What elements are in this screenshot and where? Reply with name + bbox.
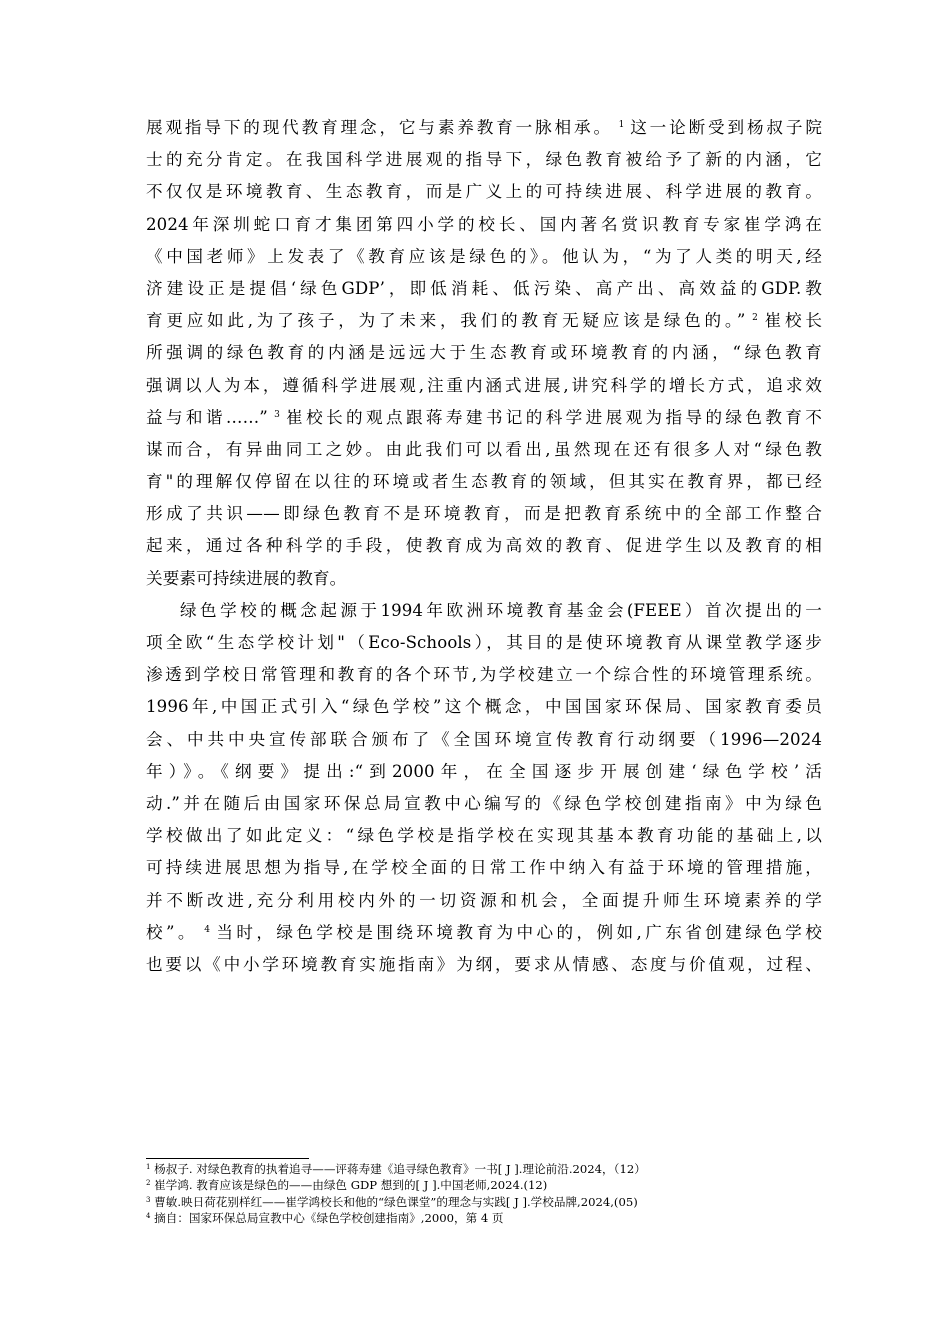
footnote-text: 摘自：国家环保总局宣教中心《绿色学校创建指南》,2000，第 4 页 [150,1210,504,1225]
body-line [146,273,822,305]
line-text: 校”。 [146,922,198,942]
footnote-number: 2 [146,1179,151,1188]
body-line [146,434,822,466]
body-text [146,112,822,981]
body-line [146,402,822,434]
body-line [146,788,822,820]
line-text: 《中国老师》上发表了《教育应该是绿色的》。他认为，“为了人类的明天,经 [146,246,822,266]
body-line [146,466,822,498]
line-text: 可持续进展思想为指导,在学校全面的日常工作中纳入有益于环境的管理措施， [146,858,822,878]
body-line [146,949,822,981]
line-text: 绿色学校的概念起源于1994年欧洲环境教育基金会(FEEE）首次提出的一 [180,600,822,620]
line-text: 渗透到学校日常管理和教育的各个环节,为学校建立一个综合性的环境管理系统。 [146,665,822,685]
line-text: 展观指导下的现代教育理念，它与素养教育一脉相承。 [146,118,613,137]
footnote-ref: 3 [267,409,287,420]
body-line [146,756,822,788]
body-line [146,820,822,852]
footnote-ref: 1 [612,120,631,130]
body-line [146,595,822,627]
body-line [146,659,822,691]
body-line [146,885,822,917]
line-text: 关要素可持续进展的教育。 [146,568,347,588]
footnote-item [146,1194,822,1210]
line-text: 并不断改进,充分利用校内外的一切资源和机会，全面提升师生环境素养的学 [146,890,822,910]
line-text: 会、中共中央宣传部联合颁布了《全国环境宣传教育行动纲要（1996—2024 [146,729,822,749]
body-line [146,144,822,176]
line-text: 动.”并在随后由国家环保总局宣教中心编写的《绿色学校创建指南》中为绿色 [146,793,822,813]
line-text: 1996年,中国正式引入“绿色学校”这个概念，中国国家环保局、国家教育委员 [146,697,822,717]
footnote-item [146,1210,822,1226]
line-text: 士的充分肯定。在我国科学进展观的指导下，绿色教育被给予了新的内涵，它 [146,150,822,170]
body-line [146,112,822,144]
line-text: 形成了共识——即绿色教育不是环境教育，而是把教育系统中的全部工作整合 [146,504,822,524]
body-line [146,852,822,884]
footnote-text: 崔学鸿. 教育应该是绿色的——由绿色 GDP 想到的[ J ].中国老师,2024.(12) [150,1178,548,1193]
line-text: 学校做出了如此定义：“绿色学校是指学校在实现其基本教育功能的基础上,以 [146,826,822,846]
body-line [146,917,822,949]
line-text: 当时，绿色学校是围绕环境教育为中心的，例如,广东省创建绿色学校 [216,922,822,942]
line-text: 济建设正是提倡‘绿色GDP’，即低消耗、低污染、高产出、高效益的GDP.教 [146,278,822,298]
body-line [146,337,822,369]
line-text: 2024年深圳蛇口育才集团第四小学的校长、国内著名赏识教育专家崔学鸿在 [146,214,822,234]
line-text: 崔校长 [764,311,823,331]
body-line [146,724,822,756]
footnote-ref: 4 [197,924,217,935]
body-line [146,176,822,208]
line-text: 崔校长的观点跟蒋寿建书记的科学进展观为指导的绿色教育不 [286,407,822,427]
line-text: 强调以人为本，遵循科学进展观,注重内涵式进展,讲究科学的增长方式，追求效 [146,375,822,395]
line-text: 也要以《中小学环境教育实施指南》为纲，要求从情感、态度与价值观，过程、 [146,954,822,974]
line-text: 年）》。《纲要》提出:“到2000年，在全国逐步开展创建‘绿色学校’活 [146,761,822,781]
body-line [146,563,822,595]
footnote-ref: 2 [745,313,765,324]
line-text: 不仅仅是环境教育、生态教育，而是广义上的可持续进展、科学进展的教育。 [146,182,822,202]
footnote-number: 4 [146,1211,151,1220]
line-text: 谋而合，有异曲同工之妙。由此我们可以看出,虽然现在还有很多人对“绿色教 [146,439,822,459]
footnote-divider [146,1158,309,1159]
footnote-text: 杨叔子. 对绿色教育的执着追寻——评蒋寿建《追寻绿色教育》一书[ J ].理论前沿.2024，（12） [150,1162,646,1176]
body-line [146,370,822,402]
body-line [146,627,822,659]
line-text: 所强调的绿色教育的内涵是远远大于生态教育或环境教育的内涵，“绿色教育 [146,343,822,363]
footnote-item [146,1161,822,1177]
line-text: 育"的理解仅停留在以往的环境或者生态教育的领域，但其实在教育界，都已经 [146,472,822,492]
footnote-number: 3 [146,1195,151,1204]
line-text: 益与和谐……” [146,407,268,427]
body-line [146,691,822,723]
body-line [146,305,822,337]
body-line [146,209,822,241]
footnotes [146,1161,822,1226]
body-line [146,498,822,530]
body-line [146,241,822,273]
line-text: 这一论断受到杨叔子院 [630,118,823,137]
line-text: 育更应如此,为了孩子，为了未来，我们的教育无疑应该是绿色的。” [146,311,746,331]
line-text: 起来，通过各种科学的手段，使教育成为高效的教育、促进学生以及教育的相 [146,536,822,556]
line-text: 项全欧“生态学校计划"（Eco-Schools），其目的是使环境教育从课堂教学逐步 [146,633,822,652]
footnote-item [146,1177,822,1193]
footnote-number: 1 [146,1163,151,1171]
body-line [146,530,822,562]
footnote-text: 曹敏.映日荷花别样红——崔学鸿校长和他的“绿色课堂”的理念与实践[ J ].学校品牌,2024,(05) [150,1194,638,1209]
